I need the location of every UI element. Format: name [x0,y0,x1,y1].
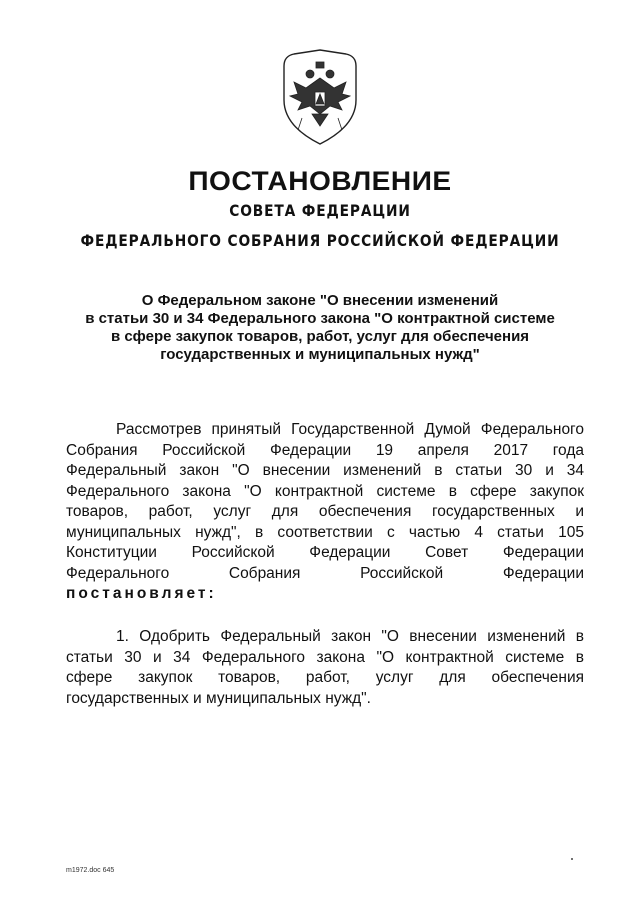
document-title: ПОСТАНОВЛЕНИЕ [188,166,452,196]
paragraph-preamble [66,420,584,605]
paragraph-clause-1 [66,627,584,709]
resolves-word: постановляет: [66,585,217,602]
heading-line: О Федеральном законе "О внесении изменений [141,292,499,309]
paragraph-line: Федеральный закон "О внесении изменений в статьи 30 и 34 [66,462,584,479]
heading-line: государственных и муниципальных нужд" [160,346,480,363]
paragraph-line: 1. Одобрить Федеральный закон "О внесении изменений в [116,628,584,645]
paragraph-line: Федерального Собрания Российской Федерации [66,564,584,582]
resolution-heading [60,292,580,364]
scan-speck [571,858,573,860]
paragraph-line: Федерального закона "О контрактной системе в сфере закупок [66,482,584,500]
paragraph-line: Конституции Российской Федерации Совет Федерации [66,544,584,561]
heading-line: в сфере закупок товаров, работ, услуг для обеспечения [110,328,530,345]
file-reference: m1972.doc 645 [66,867,115,874]
paragraph-line: государственных и муниципальных нужд". [66,689,371,707]
paragraph-line: Рассмотрев принятый Государственной Думой Федерального [116,421,584,438]
paragraph-line: муниципальных нужд", в соответствии с частью 4 статьи 105 [66,523,584,541]
paragraph-line: статьи 30 и 34 Федерального закона "О контрактной системе в [66,648,584,666]
heading-line: в статьи 30 и 34 Федерального закона "О контрактной системе [85,310,555,327]
paragraph-line: Собрания Российской Федерации 19 апреля 2017 года [66,441,584,459]
issuer-line-1: СОВЕТА ФЕДЕРАЦИИ [229,201,411,220]
paragraph-line: сфере закупок товаров, работ, услуг для обеспечения [66,669,584,686]
issuer-line-2: ФЕДЕРАЛЬНОГО СОБРАНИЯ РОССИЙСКОЙ ФЕДЕРАЦИИ [80,231,560,250]
paragraph-line: товаров, работ, услуг для обеспечения государственных и [66,503,584,520]
coat-of-arms-icon [276,48,364,148]
